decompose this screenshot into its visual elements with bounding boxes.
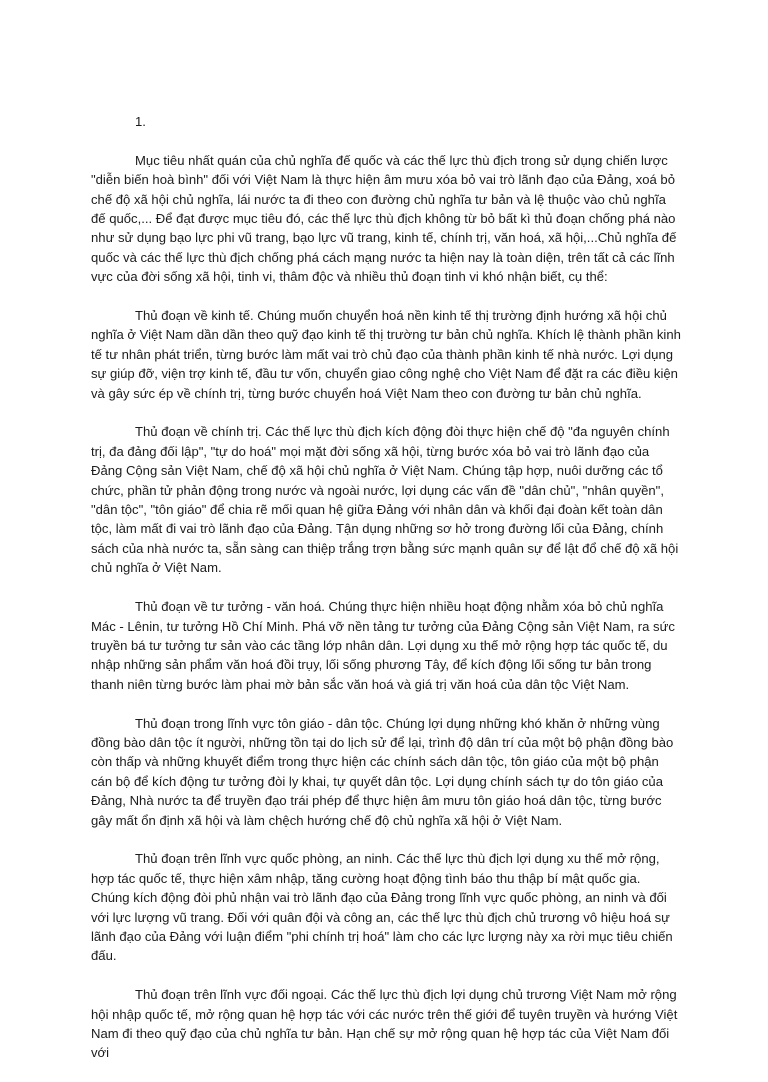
section-number: 1. bbox=[135, 114, 146, 129]
paragraph-foreign-affairs: Thủ đoạn trên lĩnh vực đối ngoại. Các thế lực thù địch lợi dụng chủ trương Việt Nam mở rộng hội nhập quốc tế, mở rộng quan hệ hợp tác với các nước trên thế giới để tuyên truyền và hướng Việt Nam đi theo quỹ đạo của chủ nghĩa tư bản. Hạn chế sự mở rộng quan hệ hợp tác của Việt Nam đối với bbox=[91, 987, 678, 1061]
document-body bbox=[91, 112, 681, 1082]
paragraph-ideology-culture: Thủ đoạn về tư tưởng - văn hoá. Chúng thực hiện nhiều hoạt động nhằm xóa bỏ chủ nghĩa Mác - Lênin, tư tưởng Hồ Chí Minh. Phá vỡ nền tảng tư tưởng của Đảng Cộng sản Việt Nam, ra sức truyền bá tư tưởng tư sản vào các tầng lớp nhân dân. Lợi dụng xu thế mở rộng hợp tác quốc tế, du nhập những sản phẩm văn hoá đồi trụy, lối sống phương Tây, để kích động lối sống tư bản trong thanh niên từng bước làm phai mờ bản sắc văn hoá và giá trị văn hoá của dân tộc Việt Nam. bbox=[91, 599, 675, 692]
paragraph-defense-security: Thủ đoạn trên lĩnh vực quốc phòng, an ninh. Các thế lực thù địch lợi dụng xu thế mở rộng, hợp tác quốc tế, thực hiện xâm nhập, tăng cường hoạt động tình báo thu thập bí mật quốc gia. Chúng kích động đòi phủ nhận vai trò lãnh đạo của Đảng trong lĩnh vực quốc phòng, an ninh và đối với lực lượng vũ trang. Đối với quân đội và công an, các thế lực thù địch chủ trương vô hiệu hoá sự lãnh đạo của Đảng với luận điểm "phi chính trị hoá" làm cho các lực lượng này xa rời mục tiêu chiến đấu. bbox=[91, 851, 673, 964]
paragraph-religion-ethnicity: Thủ đoạn trong lĩnh vực tôn giáo - dân tộc. Chúng lợi dụng những khó khăn ở những vùng đồng bào dân tộc ít người, những tồn tại do lịch sử để lại, trình độ dân trí của một bộ phận đồng bào còn thấp và những khuyết điểm trong thực hiện các chính sách dân tộc, tôn giáo của một bộ phận cán bộ để kích động tư tưởng đòi ly khai, tự quyết dân tộc. Lợi dụng chính sách tự do tôn giáo của Đảng, Nhà nước ta để truyền đạo trái phép để thực hiện âm mưu tôn giáo hoá dân tộc, từng bước gây mất ổn định xã hội và làm chệch hướng chế độ chủ nghĩa xã hội ở Việt Nam. bbox=[91, 715, 674, 828]
paragraph-politics: Thủ đoạn về chính trị. Các thế lực thù địch kích động đòi thực hiện chế độ "đa nguyên chính trị, đa đảng đối lập", "tự do hoá" mọi mặt đời sống xã hội, từng bước xóa bỏ vai trò lãnh đạo của Đảng Cộng sản Việt Nam, chế độ xã hội chủ nghĩa ở Việt Nam. Chúng tập hợp, nuôi dưỡng các tổ chức, phần tử phản động trong nước và ngoài nước, lợi dụng các vấn đề "dân chủ", "nhân quyền", "dân tộc", "tôn giáo" để chia rẽ mối quan hệ giữa Đảng với nhân dân và khối đại đoàn kết toàn dân tộc, làm mất đi vai trò lãnh đạo của Đảng. Tận dụng những sơ hở trong đường lối của Đảng, chính sách của nhà nước ta, sẵn sàng can thiệp trắng trợn bằng sức mạnh quân sự để lật đổ chế độ xã hội chủ nghĩa ở Việt Nam. bbox=[91, 424, 679, 576]
paragraph-intro: Mục tiêu nhất quán của chủ nghĩa đế quốc và các thế lực thù địch trong sử dụng chiến lược "diễn biến hoà bình" đối với Việt Nam là thực hiện âm mưu xóa bỏ vai trò lãnh đạo của Đảng, xoá bỏ chế độ xã hội chủ nghĩa, lái nước ta đi theo con đường chủ nghĩa tư bản và lệ thuộc vào chủ nghĩa đế quốc,... Để đạt được mục tiêu đó, các thế lực thù địch không từ bỏ bất kì thủ đoạn chống phá nào như sử dụng bạo lực phi vũ trang, bạo lực vũ trang, kinh tế, chính trị, văn hoá, xã hội,...Chủ nghĩa đế quốc và các thế lực thù địch chống phá cách mạng nước ta hiện nay là toàn diện, trên tất cả các lĩnh vực của đời sống xã hội, tinh vi, thâm độc và nhiều thủ đoạn tinh vi khó nhận biết, cụ thể: bbox=[91, 152, 677, 285]
paragraph-economy: Thủ đoạn về kinh tế. Chúng muốn chuyển hoá nền kinh tế thị trường định hướng xã hội chủ nghĩa ở Việt Nam dần dần theo quỹ đạo kinh tế thị trường tư bản chủ nghĩa. Khích lệ thành phần kinh tế tư nhân phát triển, từng bước làm mất vai trò chủ đạo của thành phần kinh tế nhà nước. Lợi dụng sự giúp đỡ, viện trợ kinh tế, đầu tư vốn, chuyển giao công nghệ cho Việt Nam để đặt ra các điều kiện và gây sức ép về chính trị, từng bước chuyển hoá Việt Nam theo con đường tư bản chủ nghĩa. bbox=[91, 308, 681, 401]
